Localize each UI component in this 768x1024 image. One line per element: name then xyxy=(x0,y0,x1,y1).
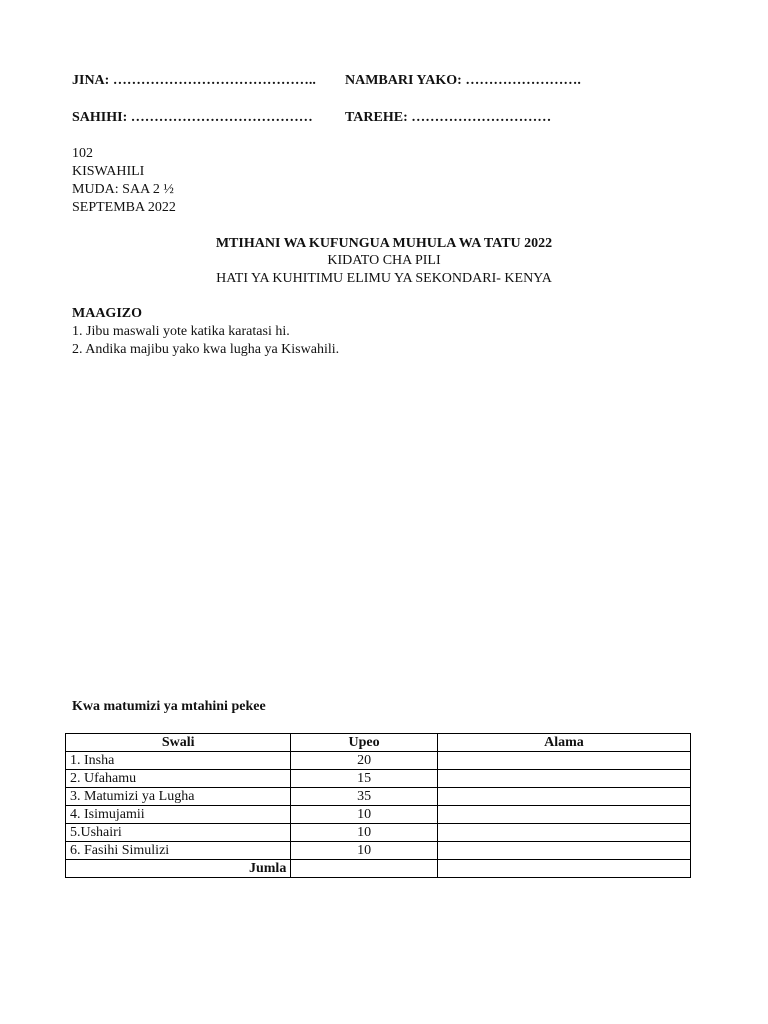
nambari-field[interactable]: ……………………. xyxy=(465,73,581,88)
table-header-row xyxy=(66,734,691,752)
swali-cell: 4. Isimujamii xyxy=(66,806,291,824)
swali-cell: 5.Ushairi xyxy=(66,824,291,842)
total-row xyxy=(66,860,691,878)
alama-cell[interactable] xyxy=(437,842,690,860)
swali-cell: 3. Matumizi ya Lugha xyxy=(66,788,291,806)
jina-field[interactable]: …………………………………….. xyxy=(112,73,316,88)
instruction-item: 1. Jibu maswali yote katika karatasi hi. xyxy=(72,324,290,339)
alama-cell[interactable] xyxy=(437,788,690,806)
examiner-heading: Kwa matumizi ya mtahini pekee xyxy=(72,699,266,714)
table-row xyxy=(66,752,691,770)
number-line xyxy=(345,73,581,89)
upeo-cell: 20 xyxy=(291,752,438,770)
instructions-heading: MAAGIZO xyxy=(72,306,142,321)
paper-duration: MUDA: SAA 2 ½ xyxy=(72,182,174,197)
table-row xyxy=(66,806,691,824)
date-line xyxy=(345,110,551,126)
total-alama-cell[interactable] xyxy=(437,860,690,878)
nambari-label: NAMBARI YAKO: xyxy=(345,73,462,88)
column-header-upeo: Upeo xyxy=(291,734,438,752)
upeo-cell: 35 xyxy=(291,788,438,806)
column-header-swali: Swali xyxy=(66,734,291,752)
alama-cell[interactable] xyxy=(437,806,690,824)
table-row xyxy=(66,842,691,860)
paper-date: SEPTEMBA 2022 xyxy=(72,200,176,215)
upeo-cell: 15 xyxy=(291,770,438,788)
alama-cell[interactable] xyxy=(437,770,690,788)
signature-line xyxy=(72,110,313,126)
swali-cell: 2. Ufahamu xyxy=(66,770,291,788)
tarehe-field[interactable]: ………………………… xyxy=(411,110,552,125)
upeo-cell: 10 xyxy=(291,842,438,860)
alama-cell[interactable] xyxy=(437,752,690,770)
form-title: KIDATO CHA PILI xyxy=(327,253,441,268)
instruction-item: 2. Andika majibu yako kwa lugha ya Kiswahili. xyxy=(72,342,340,357)
sahihi-field[interactable]: ………………………………… xyxy=(130,110,313,125)
column-header-alama: Alama xyxy=(437,734,690,752)
alama-cell[interactable] xyxy=(437,824,690,842)
sahihi-label: SAHIHI: xyxy=(72,110,128,125)
paper-code: 102 xyxy=(72,146,93,161)
paper-subject: KISWAHILI xyxy=(72,164,145,179)
table-row xyxy=(66,770,691,788)
table-row xyxy=(66,824,691,842)
swali-cell: 1. Insha xyxy=(66,752,291,770)
upeo-cell: 10 xyxy=(291,806,438,824)
exam-title: MTIHANI WA KUFUNGUA MUHULA WA TATU 2022 xyxy=(215,236,553,251)
paper-info xyxy=(72,145,176,217)
table-row xyxy=(66,788,691,806)
tarehe-label: TAREHE: xyxy=(345,110,408,125)
marks-table xyxy=(65,733,691,878)
total-upeo-cell[interactable] xyxy=(291,860,438,878)
name-line xyxy=(72,73,316,89)
upeo-cell: 10 xyxy=(291,824,438,842)
jina-label: JINA: xyxy=(72,73,110,88)
swali-cell: 6. Fasihi Simulizi xyxy=(66,842,291,860)
total-label: Jumla xyxy=(66,860,291,878)
certificate-title: HATI YA KUHITIMU ELIMU YA SEKONDARI- KENYA xyxy=(216,271,552,286)
